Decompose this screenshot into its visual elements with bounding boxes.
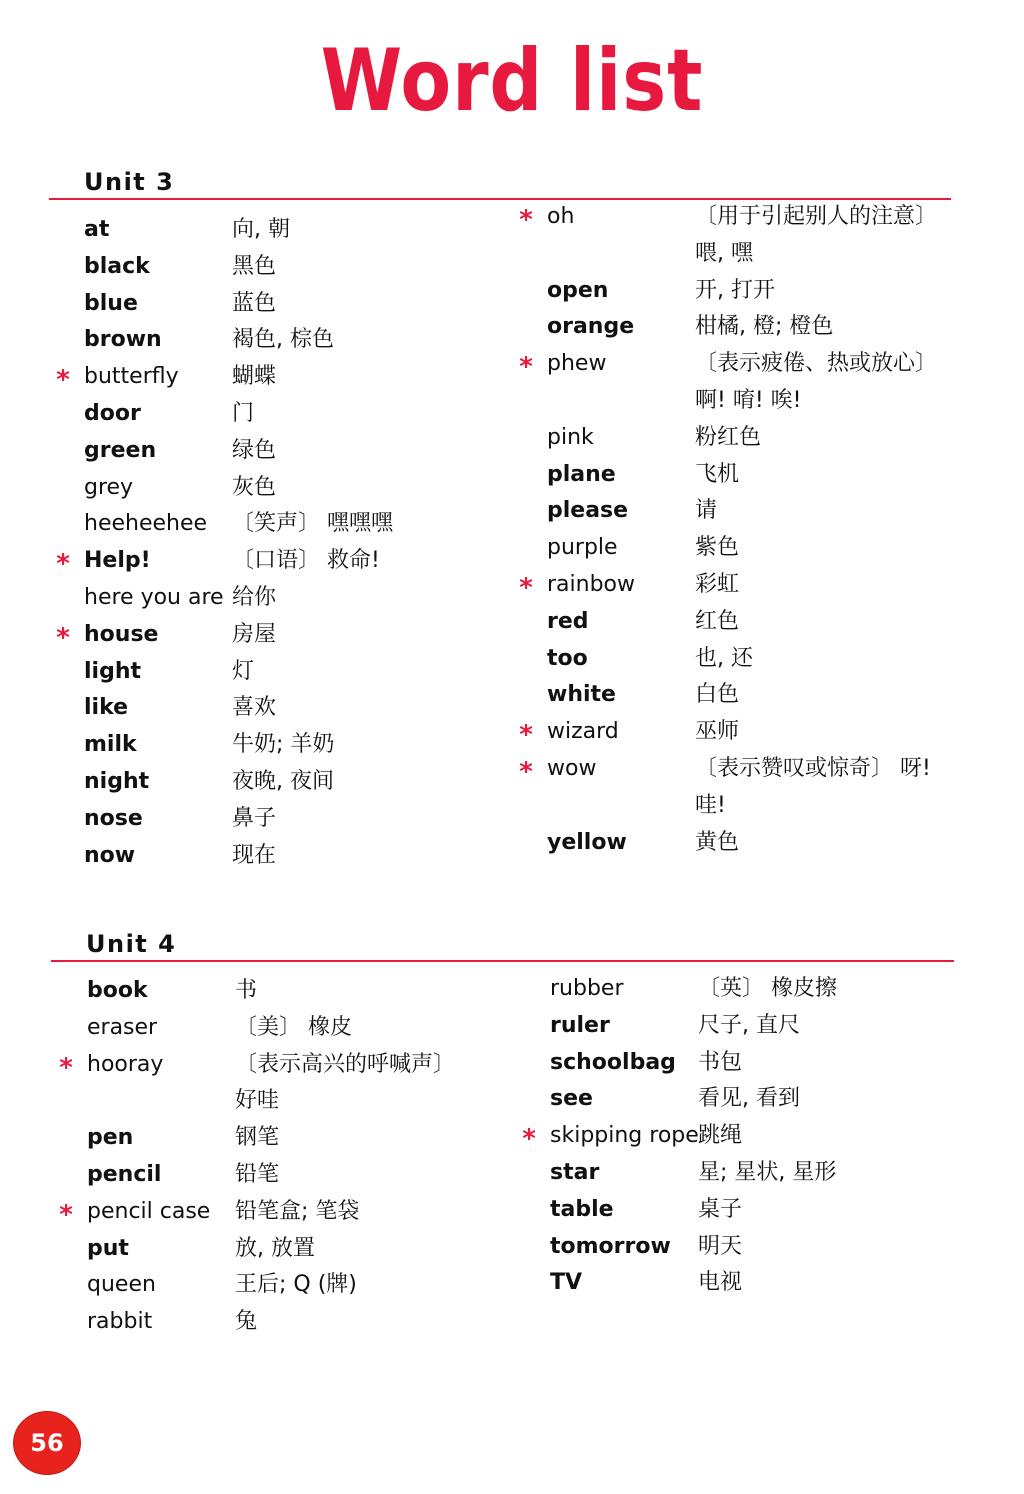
word-entry	[84, 212, 504, 249]
word-text: yellow	[547, 829, 627, 855]
word-meaning: 铅笔	[235, 1161, 280, 1187]
word-meaning: 黑色	[232, 253, 277, 279]
word-text: tomorrow	[550, 1233, 671, 1259]
word-text: red	[547, 608, 589, 634]
word-meaning: 牛奶; 羊奶	[232, 732, 335, 758]
unit4-heading: Unit 4	[86, 930, 177, 958]
word-entry	[56, 543, 504, 580]
word-entry	[84, 654, 504, 691]
unit3-heading: Unit 3	[84, 168, 175, 196]
word-entry	[547, 677, 967, 714]
word-text: phew	[547, 351, 607, 377]
word-entry	[547, 530, 967, 567]
word-meaning: 看见, 看到	[698, 1086, 800, 1112]
word-entry	[59, 1047, 507, 1121]
word-entry	[84, 801, 504, 838]
word-text: grey	[84, 474, 134, 500]
word-text: pencil	[87, 1161, 162, 1187]
unit3-left-column	[56, 212, 504, 874]
word-entry	[519, 346, 967, 420]
word-entry	[547, 457, 967, 494]
word-meaning: 〔用于引起别人的注意〕 喂, 嘿	[695, 204, 938, 266]
word-meaning: 明天	[698, 1233, 743, 1259]
word-text: heeheehee	[84, 511, 208, 537]
word-entry	[547, 641, 967, 678]
word-meaning: 〔口语〕 救命!	[232, 548, 380, 574]
word-entry	[87, 1304, 507, 1341]
word-text: see	[550, 1086, 593, 1112]
word-text: queen	[87, 1272, 156, 1298]
star-icon: *	[56, 622, 70, 653]
star-icon: *	[56, 365, 70, 396]
word-meaning: 黄色	[695, 829, 740, 855]
word-text: butterfly	[84, 364, 179, 390]
word-entry	[87, 1010, 507, 1047]
word-meaning: 粉红色	[695, 424, 762, 450]
word-text: nose	[84, 805, 143, 831]
word-entry	[522, 1118, 970, 1155]
star-icon: *	[56, 549, 70, 580]
word-meaning: 电视	[698, 1270, 743, 1296]
star-icon: *	[519, 572, 533, 603]
word-text: like	[84, 695, 129, 721]
word-meaning: 〔英〕 橡皮擦	[698, 976, 837, 1001]
word-meaning: 〔美〕 橡皮	[235, 1014, 352, 1040]
star-icon: *	[519, 720, 533, 751]
star-icon: *	[519, 205, 533, 235]
star-icon: *	[519, 352, 533, 383]
page-title: Word list	[320, 31, 704, 131]
word-entry	[84, 838, 504, 875]
word-entry	[550, 1155, 970, 1192]
word-meaning: 书	[235, 978, 258, 1003]
word-meaning: 王后; Q (牌)	[235, 1272, 357, 1298]
word-text: put	[87, 1235, 129, 1261]
word-text: Help!	[84, 548, 151, 574]
unit4-right-column	[522, 971, 970, 1302]
word-meaning: 褐色, 棕色	[232, 327, 334, 353]
word-entry	[84, 322, 504, 359]
word-text: pencil case	[87, 1198, 211, 1224]
word-meaning: 〔表示赞叹或惊奇〕 呀! 哇!	[695, 755, 931, 818]
word-meaning: 门	[232, 400, 255, 426]
word-text: rubber	[550, 976, 624, 1001]
word-entry	[84, 690, 504, 727]
word-entry	[547, 493, 967, 530]
word-meaning: 现在	[232, 842, 277, 868]
word-meaning: 红色	[695, 608, 740, 634]
word-entry	[550, 1045, 970, 1082]
word-text: book	[87, 978, 148, 1003]
word-text: purple	[547, 535, 618, 561]
unit4-divider	[51, 960, 954, 962]
star-icon: *	[59, 1199, 73, 1230]
word-text: open	[547, 277, 609, 303]
word-text: oh	[547, 204, 575, 229]
word-text: skipping rope	[550, 1123, 699, 1149]
word-meaning: 巫师	[695, 719, 740, 745]
word-entry	[547, 825, 967, 862]
word-entry	[550, 1008, 970, 1045]
word-entry	[550, 1229, 970, 1266]
word-meaning: 房屋	[232, 621, 277, 647]
word-entry	[519, 567, 967, 604]
word-text: hooray	[87, 1051, 164, 1077]
word-entry	[519, 199, 967, 273]
word-entry	[550, 971, 970, 1008]
word-meaning: 灰色	[232, 474, 277, 500]
word-meaning: 灯	[232, 658, 255, 684]
word-text: brown	[84, 327, 162, 353]
word-text: schoolbag	[550, 1049, 676, 1075]
word-meaning: 星; 星状, 星形	[698, 1159, 837, 1185]
word-entry	[547, 420, 967, 457]
word-text: please	[547, 498, 629, 524]
star-icon: *	[59, 1052, 73, 1083]
word-text: green	[84, 437, 157, 463]
word-text: ruler	[550, 1012, 610, 1038]
word-meaning: 铅笔盒; 笔袋	[235, 1198, 360, 1224]
word-entry	[547, 273, 967, 310]
word-text: light	[84, 658, 142, 684]
word-text: too	[547, 645, 588, 671]
word-text: plane	[547, 461, 616, 487]
word-meaning: 也, 还	[695, 645, 753, 671]
word-entry	[84, 580, 504, 617]
word-entry	[59, 1194, 507, 1231]
word-entry	[84, 286, 504, 323]
word-entry	[56, 617, 504, 654]
unit4-left-column	[59, 973, 507, 1341]
word-text: wow	[547, 755, 597, 781]
word-meaning: 书包	[698, 1049, 743, 1075]
word-entry	[84, 396, 504, 433]
word-meaning: 夜晚, 夜间	[232, 768, 334, 794]
word-entry	[87, 973, 507, 1010]
word-text: blue	[84, 290, 138, 316]
word-entry	[87, 1157, 507, 1194]
word-meaning: 给你	[232, 584, 277, 610]
star-icon: *	[519, 756, 533, 787]
word-meaning: 向, 朝	[232, 217, 290, 242]
word-entry	[519, 714, 967, 751]
word-text: milk	[84, 732, 137, 758]
word-text: rabbit	[87, 1309, 153, 1335]
word-text: TV	[550, 1270, 583, 1296]
word-entry	[84, 764, 504, 801]
word-text: pen	[87, 1125, 134, 1151]
word-text: rainbow	[547, 571, 635, 597]
word-entry	[87, 1231, 507, 1268]
word-meaning: 钢笔	[235, 1125, 280, 1151]
word-entry	[84, 506, 504, 543]
word-meaning: 蓝色	[232, 290, 277, 316]
word-meaning: 放, 放置	[235, 1235, 315, 1261]
word-meaning: 喜欢	[232, 695, 277, 721]
word-meaning: 紫色	[695, 535, 740, 561]
word-text: pink	[547, 424, 594, 450]
word-meaning: 柑橘, 橙; 橙色	[695, 314, 834, 340]
word-meaning: 飞机	[695, 461, 740, 487]
word-meaning: 开, 打开	[695, 277, 775, 303]
word-text: eraser	[87, 1014, 158, 1040]
word-meaning: 〔表示高兴的呼喊声〕 好哇	[235, 1051, 456, 1114]
word-entry	[547, 604, 967, 641]
word-entry	[519, 751, 967, 825]
word-text: here you are	[84, 584, 224, 610]
word-meaning: 鼻子	[232, 805, 277, 831]
word-entry	[87, 1120, 507, 1157]
word-text: white	[547, 682, 616, 708]
word-text: wizard	[547, 719, 619, 745]
unit3-right-column	[519, 199, 967, 861]
word-text: table	[550, 1196, 614, 1222]
word-text: house	[84, 621, 159, 647]
word-meaning: 蝴蝶	[232, 364, 277, 390]
word-text: orange	[547, 314, 635, 340]
word-entry	[84, 470, 504, 507]
word-meaning: 桌子	[698, 1196, 743, 1222]
word-entry	[547, 309, 967, 346]
word-text: door	[84, 400, 141, 426]
word-meaning: 白色	[695, 682, 740, 708]
word-entry	[84, 433, 504, 470]
word-entry	[550, 1192, 970, 1229]
page-number-badge: 56	[14, 1412, 80, 1474]
word-entry	[56, 359, 504, 396]
word-entry	[87, 1267, 507, 1304]
word-entry	[550, 1265, 970, 1302]
word-meaning: 绿色	[232, 437, 277, 463]
word-meaning: 尺子, 直尺	[698, 1012, 800, 1038]
word-text: at	[84, 217, 110, 242]
word-entry	[84, 249, 504, 286]
word-meaning: 跳绳	[698, 1123, 743, 1149]
word-text: star	[550, 1159, 600, 1185]
word-text: night	[84, 768, 150, 794]
word-meaning: 兔	[235, 1309, 258, 1335]
word-entry	[84, 727, 504, 764]
word-meaning: 〔表示疲倦、热或放心〕 啊! 唷! 唉!	[695, 351, 938, 413]
word-meaning: 请	[695, 498, 718, 524]
word-entry	[550, 1081, 970, 1118]
word-text: now	[84, 842, 136, 868]
word-meaning: 〔笑声〕 嘿嘿嘿	[232, 511, 393, 537]
word-text: black	[84, 253, 150, 279]
word-meaning: 彩虹	[695, 571, 740, 597]
star-icon: *	[522, 1124, 536, 1155]
